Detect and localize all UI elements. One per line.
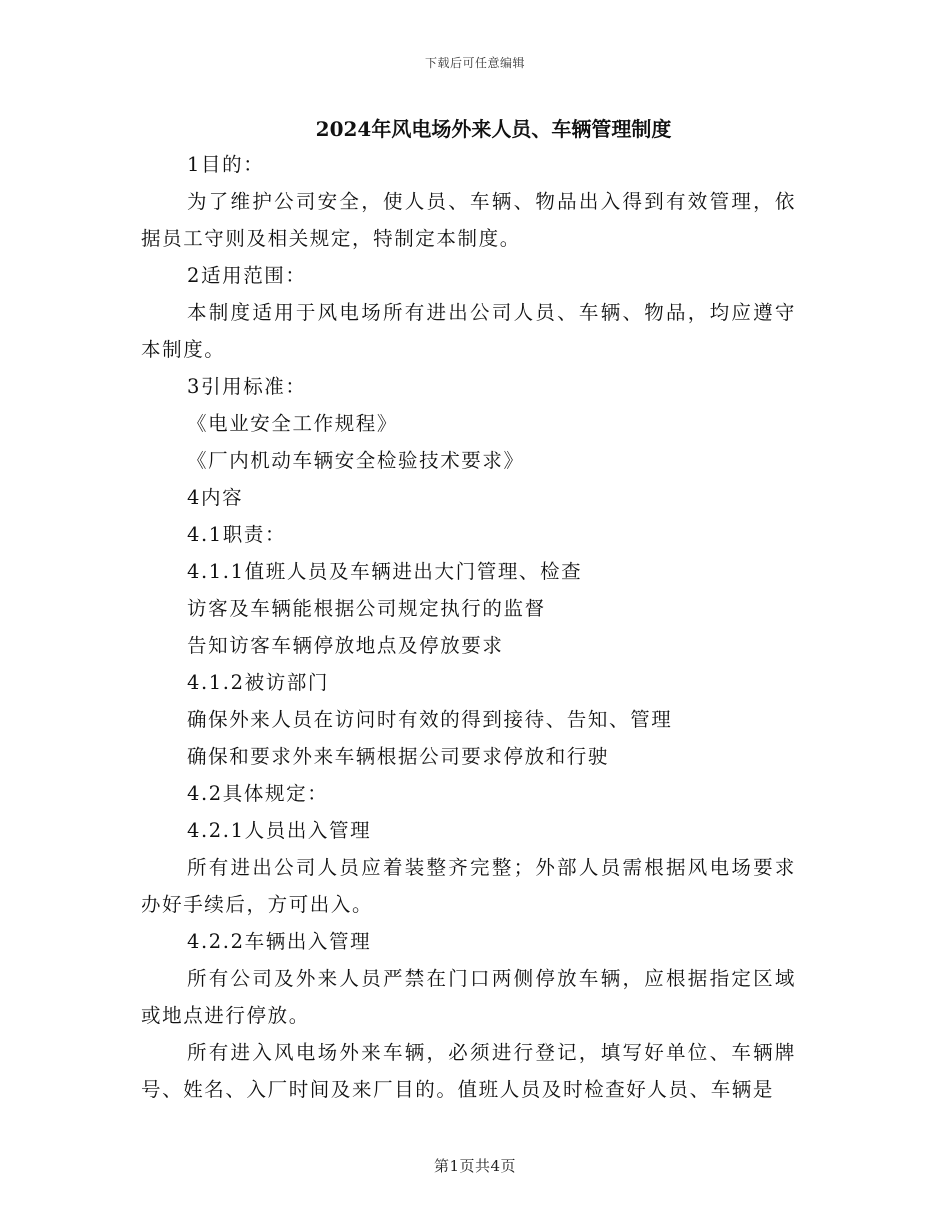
section-heading: 1目的： (187, 153, 265, 176)
paragraph: 所有进入风电场外来车辆，必须进行登记，填写好单位、车辆牌号、姓名、入厂时间及来厂目的。值班人员及时检查好人员、车辆是 (141, 1041, 796, 1101)
list-item: 确保和要求外来车辆根据公司要求停放和行驶 (187, 745, 610, 768)
paragraph: 所有公司及外来人员严禁在门口两侧停放车辆，应根据指定区域或地点进行停放。 (141, 967, 796, 1027)
list-item: 告知访客车辆停放地点及停放要求 (187, 634, 504, 657)
list-item: 4.1.1值班人员及车辆进出大门管理、检查 (187, 560, 583, 583)
paragraph: 本制度适用于风电场所有进出公司人员、车辆、物品，均应遵守本制度。 (141, 301, 796, 361)
page-number: 第1页共4页 (433, 1157, 517, 1175)
subsection-heading: 4.2.2车辆出入管理 (187, 930, 372, 953)
page-header-note: 下载后可任意编辑 (424, 56, 525, 70)
document-title: 2024年风电场外来人员、车辆管理制度 (315, 117, 672, 141)
subsection-heading: 4.1职责： (187, 523, 287, 546)
reference-item: 《厂内机动车辆安全检验技术要求》 (187, 449, 525, 472)
section-heading: 3引用标准： (187, 375, 307, 398)
paragraph: 所有进出公司人员应着装整齐完整；外部人员需根据风电场要求办好手续后，方可出入。 (141, 856, 796, 916)
paragraph: 为了维护公司安全，使人员、车辆、物品出入得到有效管理，依据员工守则及相关规定，特制定本制度。 (141, 190, 796, 250)
list-item: 确保外来人员在访问时有效的得到接待、告知、管理 (187, 708, 673, 731)
subsection-heading: 4.2.1人员出入管理 (187, 819, 372, 842)
list-item: 4.1.2被访部门 (187, 671, 330, 694)
reference-item: 《电业安全工作规程》 (187, 412, 399, 435)
list-item: 访客及车辆能根据公司规定执行的监督 (187, 597, 546, 620)
section-heading: 2适用范围： (187, 264, 307, 287)
section-heading: 4内容 (187, 486, 244, 509)
document-body (141, 112, 796, 1108)
subsection-heading: 4.2具体规定： (187, 782, 329, 805)
